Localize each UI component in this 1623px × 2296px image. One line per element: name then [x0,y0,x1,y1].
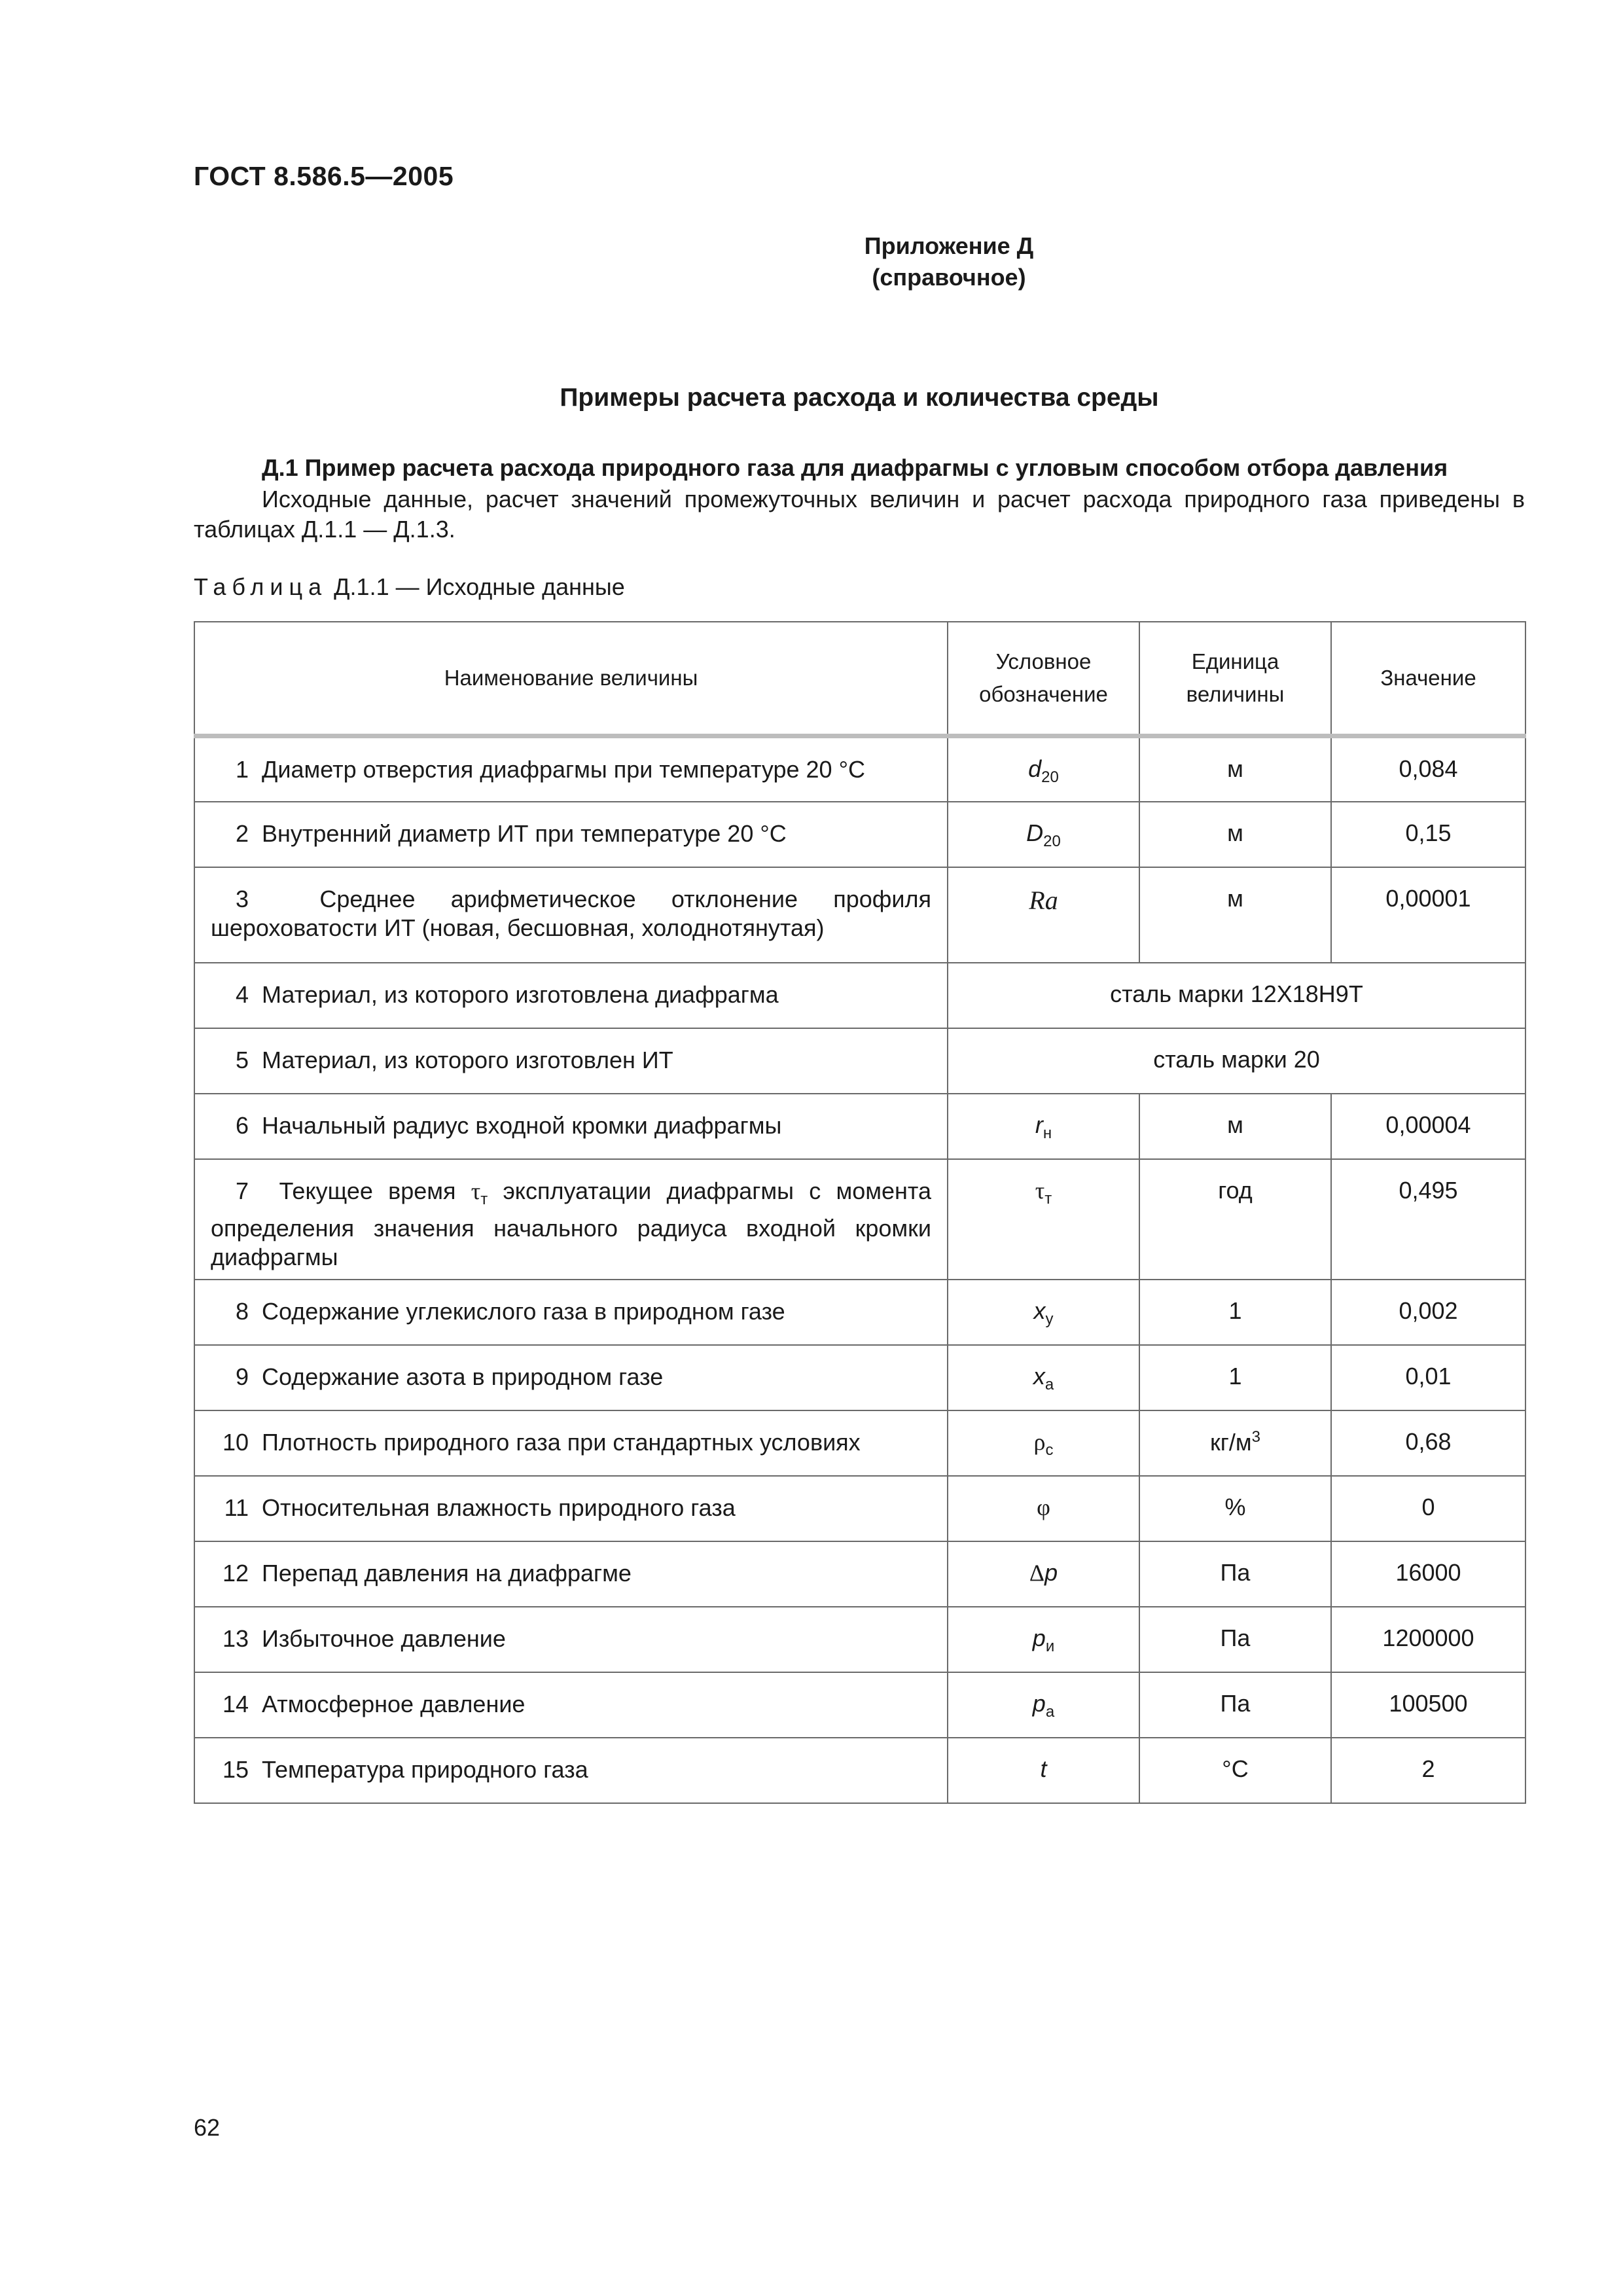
row-symbol: Ra [948,867,1139,963]
row-name: 5 Материал, из которого изготовлен ИТ [194,1028,948,1094]
row-name: 8 Содержание углекислого газа в природном газе [194,1280,948,1345]
row-name: 12 Перепад давления на диафрагме [194,1541,948,1607]
row-unit: °С [1139,1738,1331,1803]
section-paragraph: Исходные данные, расчет значений промежуточных величин и расчет расхода природного газа приведены в таблицах Д.1.1 — Д.1.3. [194,486,1525,543]
row-unit: 1 [1139,1280,1331,1345]
row-unit: Па [1139,1607,1331,1672]
row-symbol: $\rho_с$ [948,1410,1139,1476]
row-unit: м [1139,867,1331,963]
table-header-row [194,622,1525,736]
row-name: 4 Материал, из которого изготовлена диафрагма [194,963,948,1028]
table-row [194,1410,1525,1476]
row-unit: $кг/м^3$ [1139,1410,1331,1476]
row-name: 13 Избыточное давление [194,1607,948,1672]
row-value: 0 [1331,1476,1525,1541]
row-value: 0,15 [1331,802,1525,867]
row-unit: м [1139,736,1331,802]
row-name: 10 Плотность природного газа при стандартных условиях [194,1410,948,1476]
row-symbol: $p_а$ [948,1672,1139,1738]
row-value: 0,00004 [1331,1094,1525,1159]
appendix-heading [654,230,1243,293]
row-symbol: $x_а$ [948,1345,1139,1410]
row-name: 3 Среднее арифметическое отклонение профиля шероховатости ИТ (новая, бесшовная, холоднотянутая) [194,867,948,963]
row-name: 15 Температура природного газа [194,1738,948,1803]
row-symbol: $p_и$ [948,1607,1139,1672]
row-name: 11 Относительная влажность природного газа [194,1476,948,1541]
table-caption-title: Д.1.1 — Исходные данные [334,573,625,600]
row-unit: Па [1139,1672,1331,1738]
row-value: 0,68 [1331,1410,1525,1476]
header-symbol: Условное обозначение [948,622,1139,736]
row-symbol: $D_{20}$ [948,802,1139,867]
row-symbol: $x_у$ [948,1280,1139,1345]
document-code: ГОСТ 8.586.5—2005 [194,161,454,191]
table-row [194,1607,1525,1672]
row-unit: м [1139,1094,1331,1159]
table-row [194,1541,1525,1607]
row-value: 0,01 [1331,1345,1525,1410]
section-heading: Д.1 Пример расчета расхода природного газа для диафрагмы с угловым способом отбора давления [262,454,1448,481]
data-table [194,621,1526,1804]
header-unit: Единица величины [1139,622,1331,736]
table-row [194,1672,1525,1738]
row-symbol: $r_н$ [948,1094,1139,1159]
table-caption [194,573,625,601]
table-row [194,1159,1525,1280]
header-name: Наименование величины [194,622,948,736]
appendix-title: Приложение Д [864,232,1034,259]
row-name: 1 Диаметр отверстия диафрагмы при температуре 20 °С [194,736,948,802]
row-unit: м [1139,802,1331,867]
row-name: 6 Начальный радиус входной кромки диафрагмы [194,1094,948,1159]
row-symbol: t [948,1738,1139,1803]
row-symbol: Δp [948,1541,1139,1607]
table-row [194,1028,1525,1094]
page-number: 62 [194,2114,221,2141]
table-row [194,1280,1525,1345]
table-row [194,736,1525,802]
row-value: 0,002 [1331,1280,1525,1345]
row-merged-value: сталь марки 12Х18Н9Т [948,963,1525,1028]
row-name: 2 Внутренний диаметр ИТ при температуре 20 °С [194,802,948,867]
main-title: Примеры расчета расхода и количества среды [560,384,1159,412]
row-value: 0,00001 [1331,867,1525,963]
appendix-note: (справочное) [872,264,1026,291]
table-row [194,1738,1525,1803]
row-name: 7 Текущее время $\tau_т$ эксплуатации диафрагмы с момента определения значения начального радиуса входной кромки диафрагмы [194,1159,948,1280]
row-merged-value: сталь марки 20 [948,1028,1525,1094]
table-row [194,1345,1525,1410]
row-value: 1200000 [1331,1607,1525,1672]
row-value: 0,084 [1331,736,1525,802]
row-name: 14 Атмосферное давление [194,1672,948,1738]
row-unit: % [1139,1476,1331,1541]
row-value: 100500 [1331,1672,1525,1738]
table-row [194,1476,1525,1541]
row-name: 9 Содержание азота в природном газе [194,1345,948,1410]
row-symbol: $d_{20}$ [948,736,1139,802]
row-value: 16000 [1331,1541,1525,1607]
table-row [194,867,1525,963]
row-symbol: φ [948,1476,1139,1541]
row-value: 0,495 [1331,1159,1525,1280]
table-row [194,963,1525,1028]
table-row [194,802,1525,867]
row-unit: год [1139,1159,1331,1280]
table-caption-word: Таблица [194,573,328,600]
row-symbol: $\tau_т$ [948,1159,1139,1280]
row-unit: Па [1139,1541,1331,1607]
row-value: 2 [1331,1738,1525,1803]
header-value: Значение [1331,622,1525,736]
table-row [194,1094,1525,1159]
row-unit: 1 [1139,1345,1331,1410]
